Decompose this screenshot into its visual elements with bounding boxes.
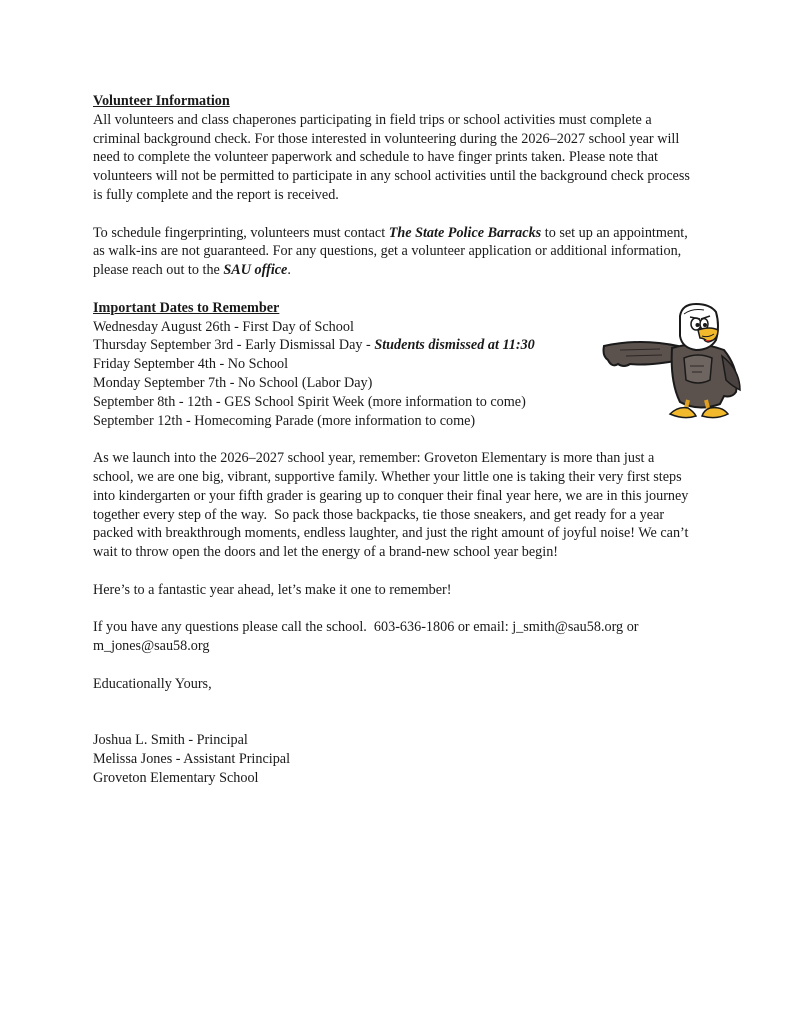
cheer-line: Here’s to a fantastic year ahead, let’s make it one to remember! <box>93 581 452 598</box>
school-name: Groveton Elementary School <box>93 769 259 786</box>
volunteer-paragraph <box>93 111 698 205</box>
principal-name: Joshua L. Smith - Principal <box>93 732 248 749</box>
launch-paragraph <box>93 449 698 562</box>
launch-line: into kindergarten or your fifth grader is gearing up to conquer their final year here, we are in this journey <box>93 487 689 504</box>
volunteer-line: need to complete the volunteer paperwork and schedule to have finger prints taken. Please note that <box>93 149 658 166</box>
contact-line: m_jones@sau58.org <box>93 638 210 655</box>
date-item: Monday September 7th - No School (Labor Day) <box>93 374 373 391</box>
fingerprint-line: To schedule fingerprinting, volunteers must contact The State Police Barracks to set up an appointment, <box>93 224 688 241</box>
state-police-barracks: The State Police Barracks <box>388 224 542 241</box>
fingerprint-line: as walk-ins are not guaranteed. For any questions, get a volunteer application or additional information, <box>93 243 682 260</box>
date-item: September 12th - Homecoming Parade (more information to come) <box>93 412 476 429</box>
date-item: Wednesday August 26th - First Day of School <box>93 318 354 335</box>
volunteer-line: All volunteers and class chaperones participating in field trips or school activities must complete a <box>93 111 652 128</box>
volunteer-line: is fully complete and the report is received. <box>93 186 339 203</box>
date-item: September 8th - 12th - GES School Spirit Week (more information to come) <box>93 393 526 410</box>
launch-line: school, we are one big, vibrant, supportive family. Whether your little one is taking their very first steps <box>93 468 682 485</box>
launch-line: As we launch into the 2026–2027 school year, remember: Groveton Elementary is more than just a <box>93 450 655 467</box>
letter-body <box>93 92 698 787</box>
volunteer-line: volunteers will not be permitted to participate in any school activities until the background check process <box>93 168 690 185</box>
volunteer-heading: Volunteer Information <box>93 93 230 109</box>
volunteer-line: criminal background check. For those interested in volunteering during the 2026–2027 school year will <box>93 130 680 147</box>
date-item: Friday September 4th - No School <box>93 356 289 373</box>
contact-paragraph <box>93 618 698 656</box>
launch-line: packed with breakthrough moments, endless laughter, and just the right amount of joyful noise! We can’t <box>93 525 689 542</box>
launch-line: wait to throw open the doors and let the energy of a brand-new school year begin! <box>93 544 559 561</box>
fingerprint-paragraph <box>93 224 698 280</box>
signature-block <box>93 731 698 787</box>
date-item: Thursday September 3rd - Early Dismissal Day - Students dismissed at 11:30 <box>93 337 535 354</box>
fingerprint-line: please reach out to the SAU office. <box>93 262 291 279</box>
closing: Educationally Yours, <box>93 675 212 692</box>
dates-heading: Important Dates to Remember <box>93 299 280 316</box>
sau-office: SAU office <box>223 262 288 279</box>
dismissal-time: Students dismissed at 11:30 <box>374 337 535 354</box>
contact-line: If you have any questions please call the school. 603-636-1806 or email: j_smith@sau58.org or <box>93 619 639 636</box>
eagle-mascot-pointing-icon <box>600 300 744 424</box>
assistant-principal-name: Melissa Jones - Assistant Principal <box>93 750 291 767</box>
launch-line: together every step of the way. So pack those backpacks, tie those sneakers, and get ready for a year <box>93 506 665 523</box>
